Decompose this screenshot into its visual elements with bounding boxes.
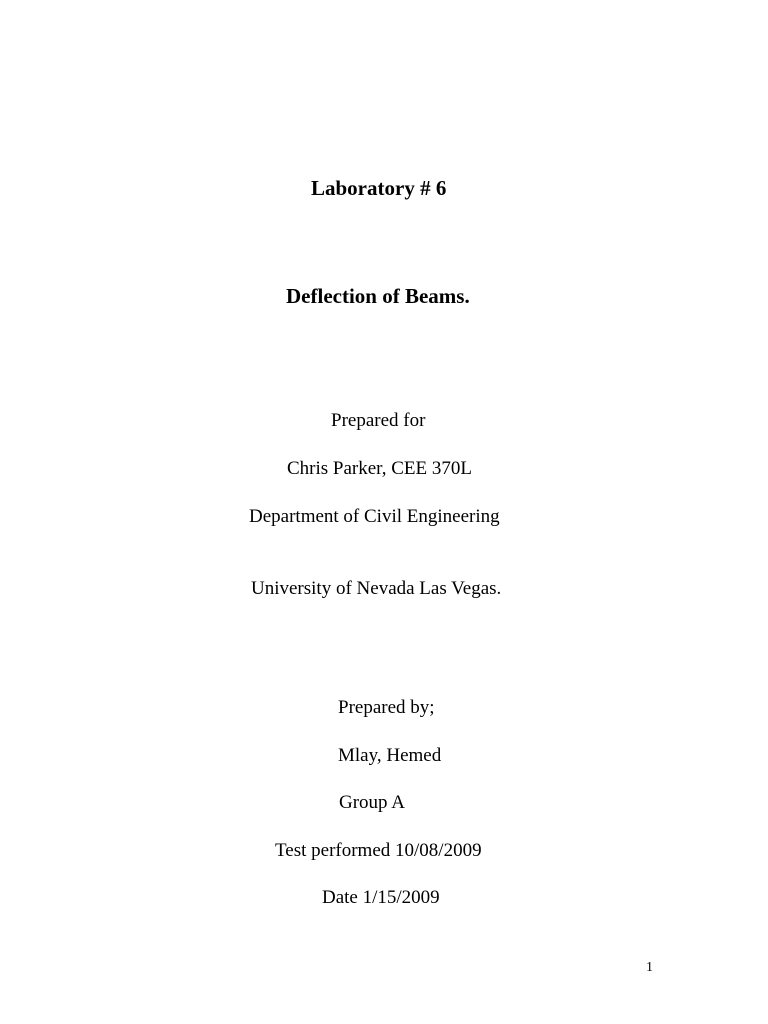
prepared-for-label: Prepared for bbox=[331, 410, 426, 431]
prepared-by-label: Prepared by; bbox=[338, 697, 435, 718]
group-name: Group A bbox=[339, 792, 405, 813]
author-name: Mlay, Hemed bbox=[338, 745, 442, 766]
report-date: Date 1/15/2009 bbox=[322, 887, 440, 908]
report-subtitle: Deflection of Beams. bbox=[286, 284, 470, 308]
page-number: 1 bbox=[646, 960, 653, 975]
department-name: Department of Civil Engineering bbox=[249, 506, 500, 527]
test-performed-date: Test performed 10/08/2009 bbox=[275, 840, 482, 861]
instructor-name: Chris Parker, CEE 370L bbox=[287, 458, 472, 479]
university-name: University of Nevada Las Vegas. bbox=[251, 578, 502, 599]
lab-title: Laboratory # 6 bbox=[311, 176, 447, 200]
